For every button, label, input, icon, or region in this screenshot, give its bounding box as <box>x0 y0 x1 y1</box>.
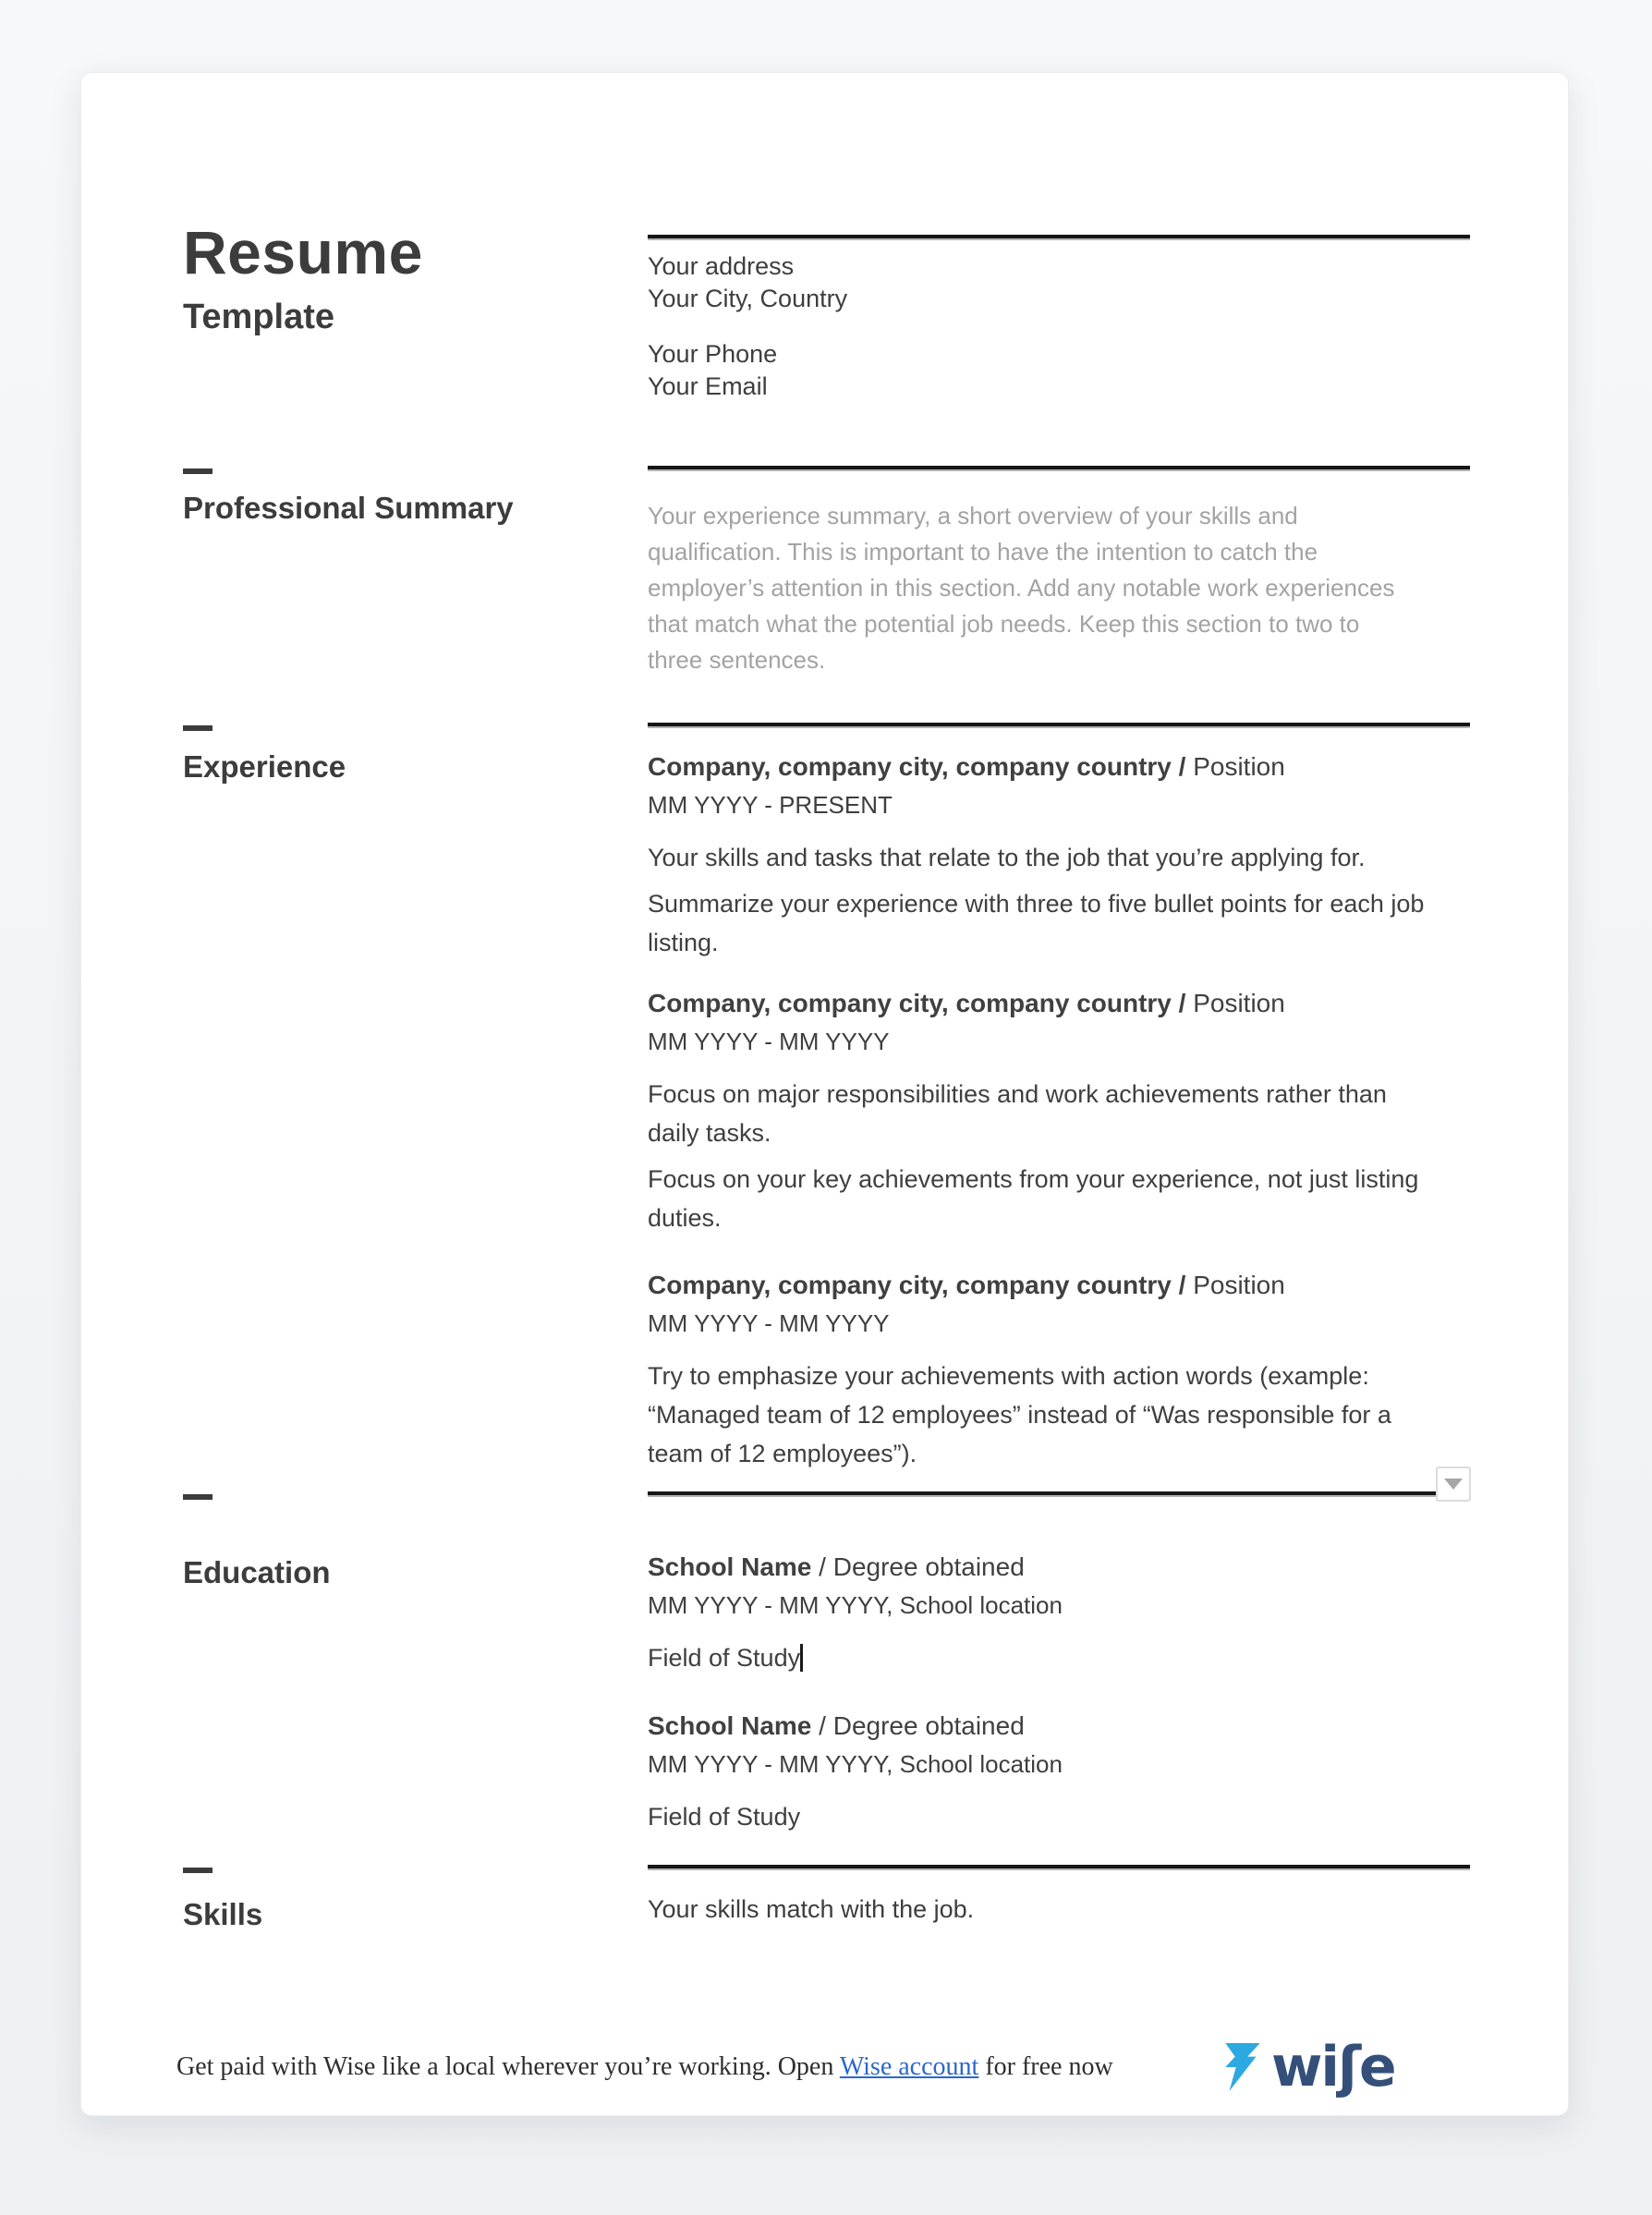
education-entry-title <box>648 1710 1498 1742</box>
experience-entry-paragraph <box>648 1357 1498 1473</box>
education-entry <box>648 1552 1498 1673</box>
contact-block <box>648 250 1498 403</box>
experience-entry <box>648 1270 1498 1473</box>
paragraph-line: “Managed team of 12 employees” instead of “Was responsible for a <box>648 1401 1391 1429</box>
summary-placeholder <box>648 498 1498 678</box>
summary-line: that match what the potential job needs. Keep this section to two to <box>648 610 1360 638</box>
section-dash-education <box>183 1494 213 1500</box>
degree-name: / Degree obtained <box>811 1552 1025 1581</box>
experience-heading: Experience <box>183 749 346 784</box>
field-of-study: Field of Study <box>648 1644 801 1672</box>
experience-entry-paragraph <box>648 884 1498 962</box>
paragraph-line: daily tasks. <box>648 1119 771 1147</box>
summary-line: three sentences. <box>648 646 826 674</box>
section-dash-summary <box>183 469 213 474</box>
summary-line: employer’s attention in this section. Add any notable work experiences <box>648 574 1395 602</box>
paragraph-line: team of 12 employees”). <box>648 1440 917 1467</box>
education-heading: Education <box>183 1555 331 1589</box>
education-entry-dates: MM YYYY - MM YYYY, School location <box>648 1750 1063 1778</box>
page-subtitle: Template <box>183 298 335 336</box>
contact-address: Your address <box>648 252 795 280</box>
skills-heading: Skills <box>183 1897 263 1931</box>
position-name: Position <box>1185 1271 1285 1299</box>
degree-name: / Degree obtained <box>811 1711 1025 1740</box>
contact-phone: Your Phone <box>648 340 778 368</box>
experience-entry-dates: MM YYYY - MM YYYY <box>648 1309 890 1337</box>
experience-divider <box>648 723 1470 728</box>
school-name: School Name <box>648 1711 812 1740</box>
wise-account-link[interactable]: Wise account <box>839 2052 979 2081</box>
footer-text-before-link: Get paid with Wise like a local wherever you’re working. Open <box>176 2052 840 2081</box>
skills-body: Your skills match with the job. <box>648 1895 975 1923</box>
summary-divider <box>648 466 1470 471</box>
experience-entry-title <box>648 988 1498 1019</box>
wise-wordmark: wiʃe <box>1271 2035 1395 2099</box>
contact-city-country: Your City, Country <box>648 285 848 312</box>
experience-entry-dates: MM YYYY - PRESENT <box>648 791 893 819</box>
experience-entry-dates: MM YYYY - MM YYYY <box>648 1028 890 1055</box>
experience-entry-title <box>648 751 1498 783</box>
experience-entry-paragraph <box>648 1075 1498 1152</box>
education-divider <box>648 1491 1470 1497</box>
school-name: School Name <box>648 1552 812 1581</box>
paragraph-line: listing. <box>648 929 719 956</box>
footer-text-after-link: for free now <box>978 2052 1113 2081</box>
education-entry <box>648 1710 1498 1832</box>
education-entry-title <box>648 1552 1498 1583</box>
education-entry-dates: MM YYYY - MM YYYY, School location <box>648 1591 1063 1619</box>
dropdown-button[interactable] <box>1436 1467 1471 1502</box>
contact-email: Your Email <box>648 372 768 400</box>
company-name: Company, company city, company country / <box>648 989 1186 1017</box>
text-cursor <box>800 1644 803 1672</box>
section-dash-experience <box>183 725 213 731</box>
paragraph-line: Your skills and tasks that relate to the job that you’re applying for. <box>648 844 1366 871</box>
paragraph-line: Focus on major responsibilities and work achievements rather than <box>648 1080 1387 1108</box>
page-title: Resume <box>183 218 423 286</box>
chevron-down-icon <box>1444 1479 1463 1490</box>
contact-divider <box>648 235 1470 240</box>
position-name: Position <box>1185 989 1285 1017</box>
paragraph-line: Try to emphasize your achievements with action words (example: <box>648 1362 1369 1390</box>
experience-entry <box>648 988 1498 1237</box>
experience-entry-paragraph <box>648 838 1498 877</box>
paragraph-line: duties. <box>648 1204 722 1232</box>
position-name: Position <box>1185 752 1285 781</box>
summary-heading: Professional Summary <box>183 491 514 525</box>
company-name: Company, company city, company country / <box>648 752 1186 781</box>
paragraph-line: Focus on your key achievements from your experience, not just listing <box>648 1165 1419 1193</box>
footer-promo-text <box>176 2049 1211 2086</box>
resume-template-card <box>80 72 1569 2116</box>
summary-line: Your experience summary, a short overview of your skills and <box>648 502 1298 529</box>
section-dash-skills <box>183 1868 213 1873</box>
experience-entry-title <box>648 1270 1498 1301</box>
summary-line: qualification. This is important to have the intention to catch the <box>648 538 1318 566</box>
wise-logo <box>1223 2035 1395 2099</box>
experience-entry-paragraph <box>648 1160 1498 1237</box>
education-entry-field <box>648 1801 1498 1832</box>
paragraph-line: Summarize your experience with three to five bullet points for each job <box>648 890 1425 918</box>
field-of-study: Field of Study <box>648 1803 801 1831</box>
experience-entry <box>648 751 1498 962</box>
wise-flag-icon <box>1223 2042 1262 2092</box>
skills-divider <box>648 1865 1470 1870</box>
company-name: Company, company city, company country / <box>648 1271 1186 1299</box>
education-entry-field <box>648 1642 1498 1673</box>
